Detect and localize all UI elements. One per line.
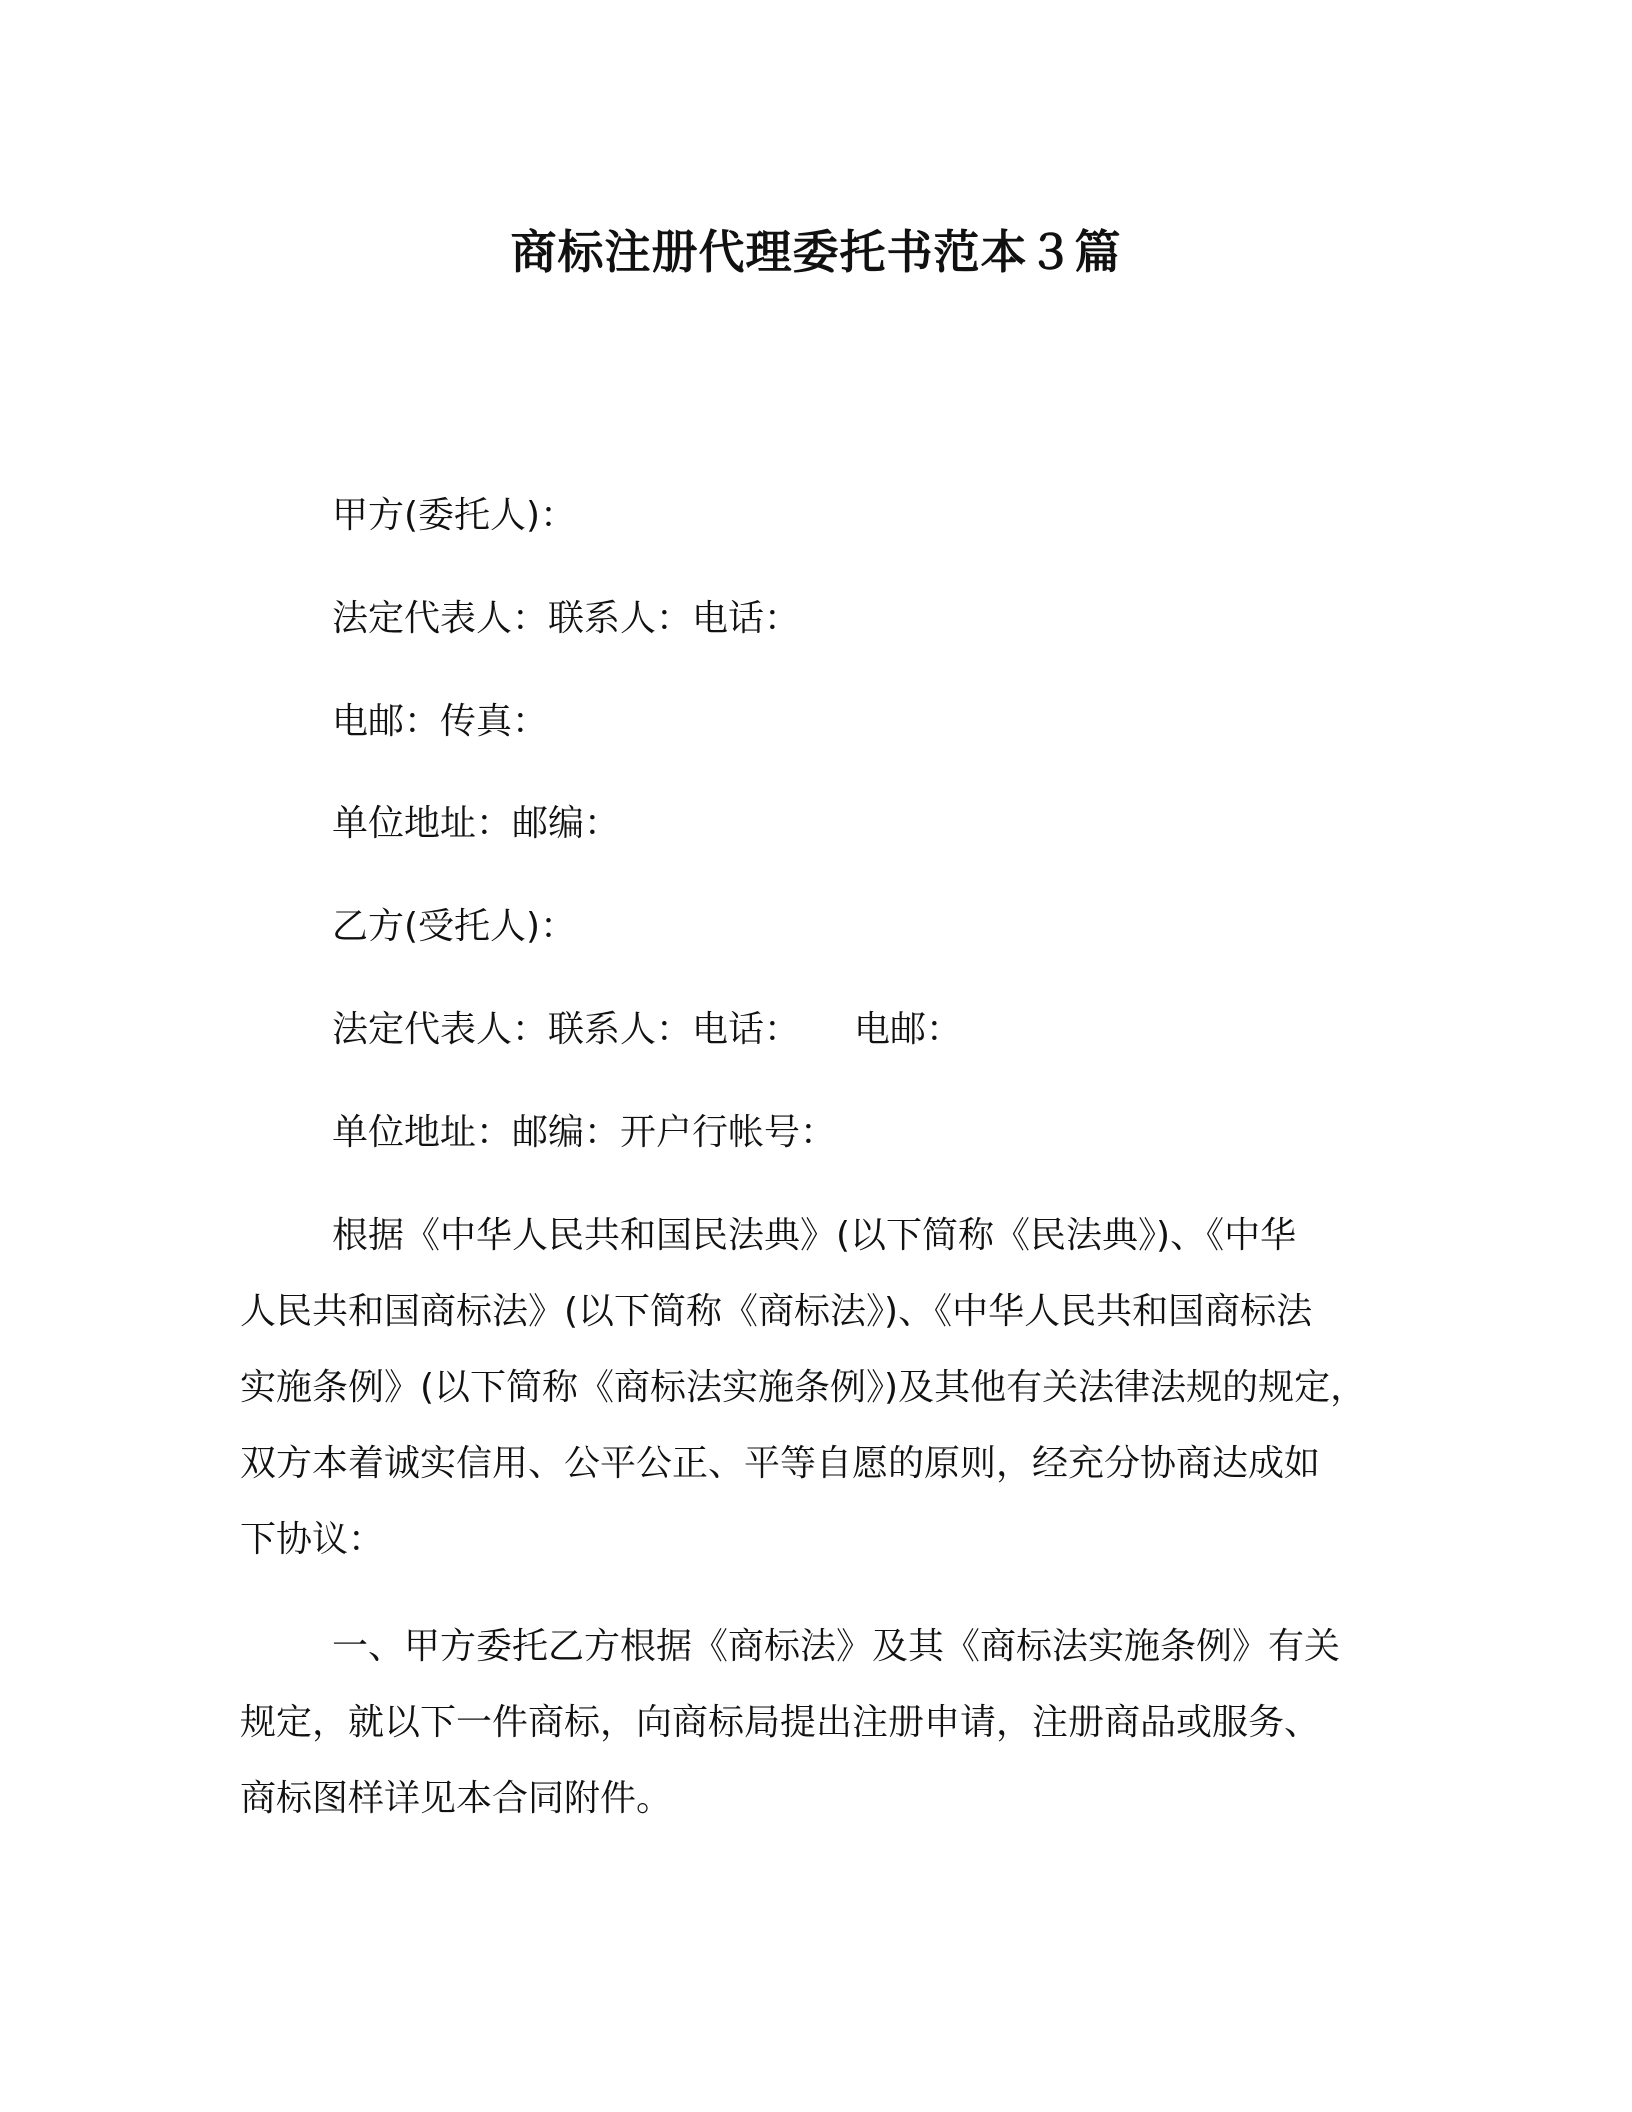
party-a-address-line: 单位地址：邮编： <box>332 803 621 844</box>
party-a-representative-line: 法定代表人：联系人：电话： <box>332 598 801 639</box>
paragraph-line: 一、甲方委托乙方根据《商标法》及其《商标法实施条例》有关 <box>332 1626 1341 1667</box>
paragraph-line: 下协议： <box>240 1519 385 1560</box>
party-a-label: 甲方(委托人)： <box>332 495 577 536</box>
party-a-email-fax-line: 电邮：传真： <box>332 701 549 742</box>
paragraph-line: 规定，就以下一件商标，向商标局提出注册申请，注册商品或服务、 <box>240 1702 1321 1743</box>
party-b-representative-line: 法定代表人：联系人：电话： 电邮： <box>332 1009 963 1050</box>
party-b-label: 乙方(受托人)： <box>332 906 577 947</box>
paragraph-line: 商标图样详见本合同附件。 <box>240 1778 673 1819</box>
paragraph-line: 双方本着诚实信用、公平公正、平等自愿的原则，经充分协商达成如 <box>240 1443 1321 1484</box>
party-b-address-line: 单位地址：邮编：开户行帐号： <box>332 1112 837 1153</box>
clause-one-paragraph <box>240 1623 1440 1851</box>
agreement-basis-paragraph <box>240 1212 1440 1592</box>
paragraph-line: 人民共和国商标法》(以下简称《商标法》)、《中华人民共和国商标法 <box>240 1291 1313 1332</box>
paragraph-line: 根据《中华人民共和国民法典》(以下简称《民法典》)、《中华 <box>332 1215 1297 1256</box>
document-title: 商标注册代理委托书范本３篇 <box>510 225 1122 279</box>
paragraph-line: 实施条例》(以下简称《商标法实施条例》)及其他有关法律法规的规定， <box>240 1367 1367 1408</box>
